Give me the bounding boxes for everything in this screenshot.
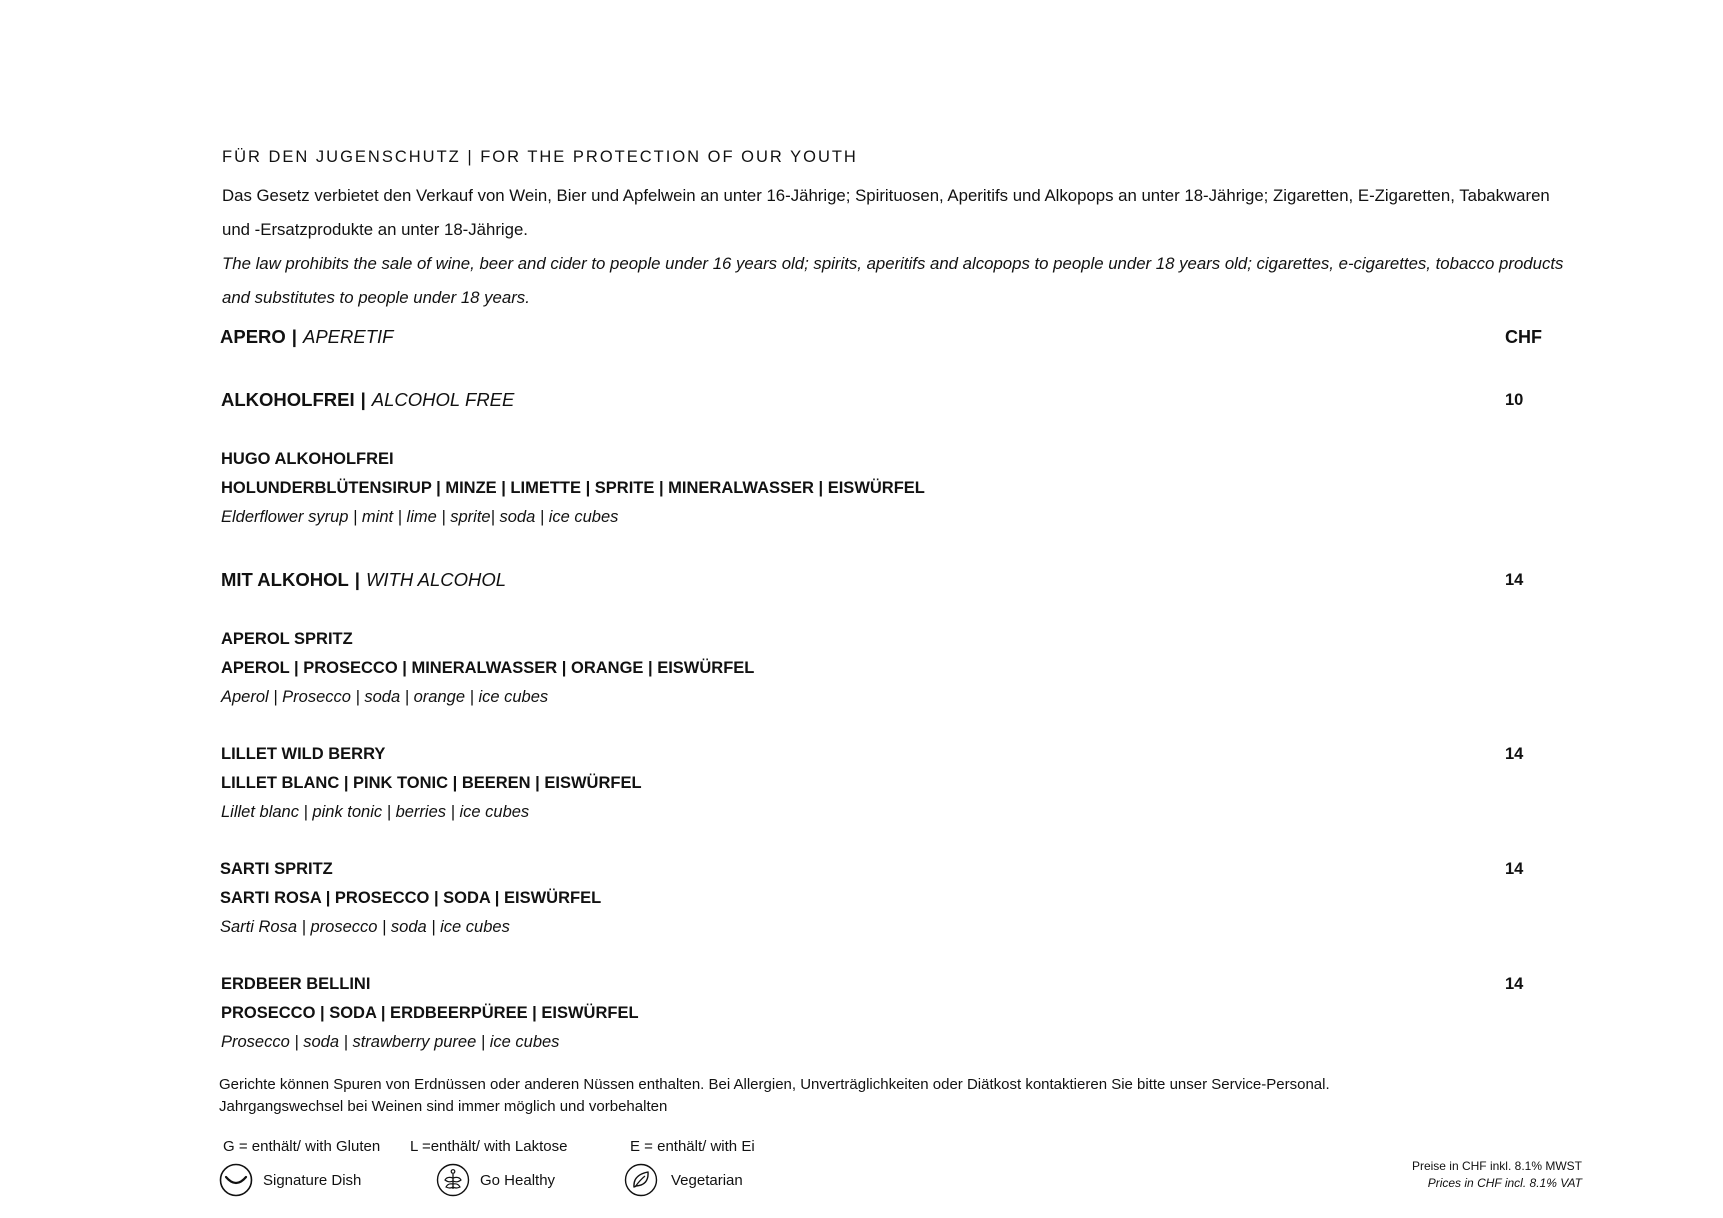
- menu-heading: [220, 322, 1581, 352]
- section-title-de: ALKOHOLFREI: [221, 389, 355, 410]
- item-ingredients-en: Sarti Rosa | prosecco | soda | ice cubes: [220, 918, 510, 936]
- section-title-de: MIT ALKOHOL: [221, 569, 349, 590]
- item-ingredients-en: Elderflower syrup | mint | lime | sprite| soda | ice cubes: [221, 508, 619, 526]
- allergy-note: Gerichte können Spuren von Erdnüssen oder anderen Nüssen enthalten. Bei Allergien, Unverträglichkeiten oder Diätkost kontaktieren Sie bitte unser Service-Personal.: [219, 1076, 1330, 1093]
- vat-note-en: Prices in CHF incl. 8.1% VAT: [1427, 1176, 1582, 1190]
- item-price: 14: [1505, 745, 1524, 763]
- item-ingredients-de: LILLET BLANC | PINK TONIC | BEEREN | EISWÜRFEL: [221, 774, 642, 792]
- item-ingredients-en: Lillet blanc | pink tonic | berries | ice cubes: [221, 803, 530, 821]
- menu-item-lillet-wild-berry: [221, 740, 1581, 827]
- footer-notes: [219, 1074, 1330, 1118]
- item-name: LILLET WILD BERRY: [221, 745, 386, 763]
- item-ingredients-en: Aperol | Prosecco | soda | orange | ice cubes: [221, 688, 549, 706]
- item-name: HUGO ALKOHOLFREI: [221, 450, 394, 468]
- item-ingredients-de: APEROL | PROSECCO | MINERALWASSER | ORANGE | EISWÜRFEL: [221, 659, 755, 677]
- item-name: APEROL SPRITZ: [221, 630, 353, 648]
- menu-item-erdbeer-bellini: [221, 970, 1581, 1057]
- vintage-note: Jahrgangswechsel bei Weinen sind immer möglich und vorbehalten: [219, 1098, 668, 1115]
- menu-item-aperol-spritz: [221, 625, 1581, 712]
- legend-go-healthy: [436, 1162, 555, 1198]
- legend-vegetarian: [624, 1162, 743, 1198]
- legend-signature-dish: [219, 1162, 361, 1198]
- section-price: 14: [1505, 570, 1524, 589]
- item-ingredients-de: SARTI ROSA | PROSECCO | SODA | EISWÜRFEL: [220, 889, 602, 907]
- youth-protection-title: FÜR DEN JUGENSCHUTZ | FOR THE PROTECTION OF OUR YOUTH: [222, 148, 858, 166]
- item-ingredients-en: Prosecco | soda | strawberry puree | ice cubes: [221, 1033, 560, 1051]
- section-price: 10: [1505, 390, 1524, 409]
- item-name: SARTI SPRITZ: [220, 860, 333, 878]
- legend-label: Go Healthy: [480, 1171, 556, 1189]
- currency-label: CHF: [1505, 326, 1542, 347]
- section-alcohol-free: [221, 385, 1581, 415]
- item-price: 14: [1505, 860, 1524, 878]
- section-with-alcohol: [221, 565, 1581, 595]
- vat-note: [1412, 1158, 1582, 1192]
- item-price: 14: [1505, 975, 1524, 993]
- menu-item-hugo-alkoholfrei: [221, 445, 1581, 532]
- go-healthy-icon: [436, 1163, 470, 1197]
- vegetarian-icon: [624, 1163, 658, 1197]
- vat-note-de: Preise in CHF inkl. 8.1% MWST: [1411, 1159, 1582, 1173]
- section-title-en: WITH ALCOHOL: [365, 569, 507, 590]
- legend-label: Signature Dish: [263, 1171, 362, 1189]
- signature-dish-icon: [219, 1163, 253, 1197]
- menu-heading-separator: |: [291, 326, 297, 347]
- item-ingredients-de: HOLUNDERBLÜTENSIRUP | MINZE | LIMETTE | SPRITE | MINERALWASSER | EISWÜRFEL: [221, 479, 925, 497]
- section-title-separator: |: [354, 569, 360, 590]
- menu-item-sarti-spritz: [220, 855, 1581, 942]
- menu-heading-en: APERETIF: [302, 326, 394, 347]
- item-ingredients-de: PROSECCO | SODA | ERDBEERPÜREE | EISWÜRFEL: [221, 1004, 639, 1022]
- legend-code-gluten: G = enthält/ with Gluten: [223, 1138, 381, 1155]
- section-title-en: ALCOHOL FREE: [371, 389, 515, 410]
- menu-page: [221, 146, 1581, 1057]
- legend-code-egg: E = enthält/ with Ei: [630, 1138, 755, 1155]
- legend-label: Vegetarian: [671, 1171, 743, 1189]
- item-name: ERDBEER BELLINI: [221, 975, 371, 993]
- youth-protection-text-en: The law prohibits the sale of wine, beer and cider to people under 16 years old; spirits, aperitifs and alcopops to people under 18 years old; cigarettes, e-cigarettes, tobacco products and substitutes to people under 18 years.: [222, 254, 1564, 307]
- youth-protection-text-de: Das Gesetz verbietet den Verkauf von Wein, Bier und Apfelwein an unter 16-Jährige; Spirituosen, Aperitifs und Alkopops an unter 18-Jährige; Zigaretten, E-Zigaretten, Tabakwaren und -Ersatzprodukte an unter 18-Jährige.: [222, 186, 1550, 239]
- section-title-separator: |: [360, 389, 366, 410]
- menu-heading-de: APERO: [220, 326, 286, 347]
- legend-code-lactose: L =enthält/ with Laktose: [410, 1138, 568, 1155]
